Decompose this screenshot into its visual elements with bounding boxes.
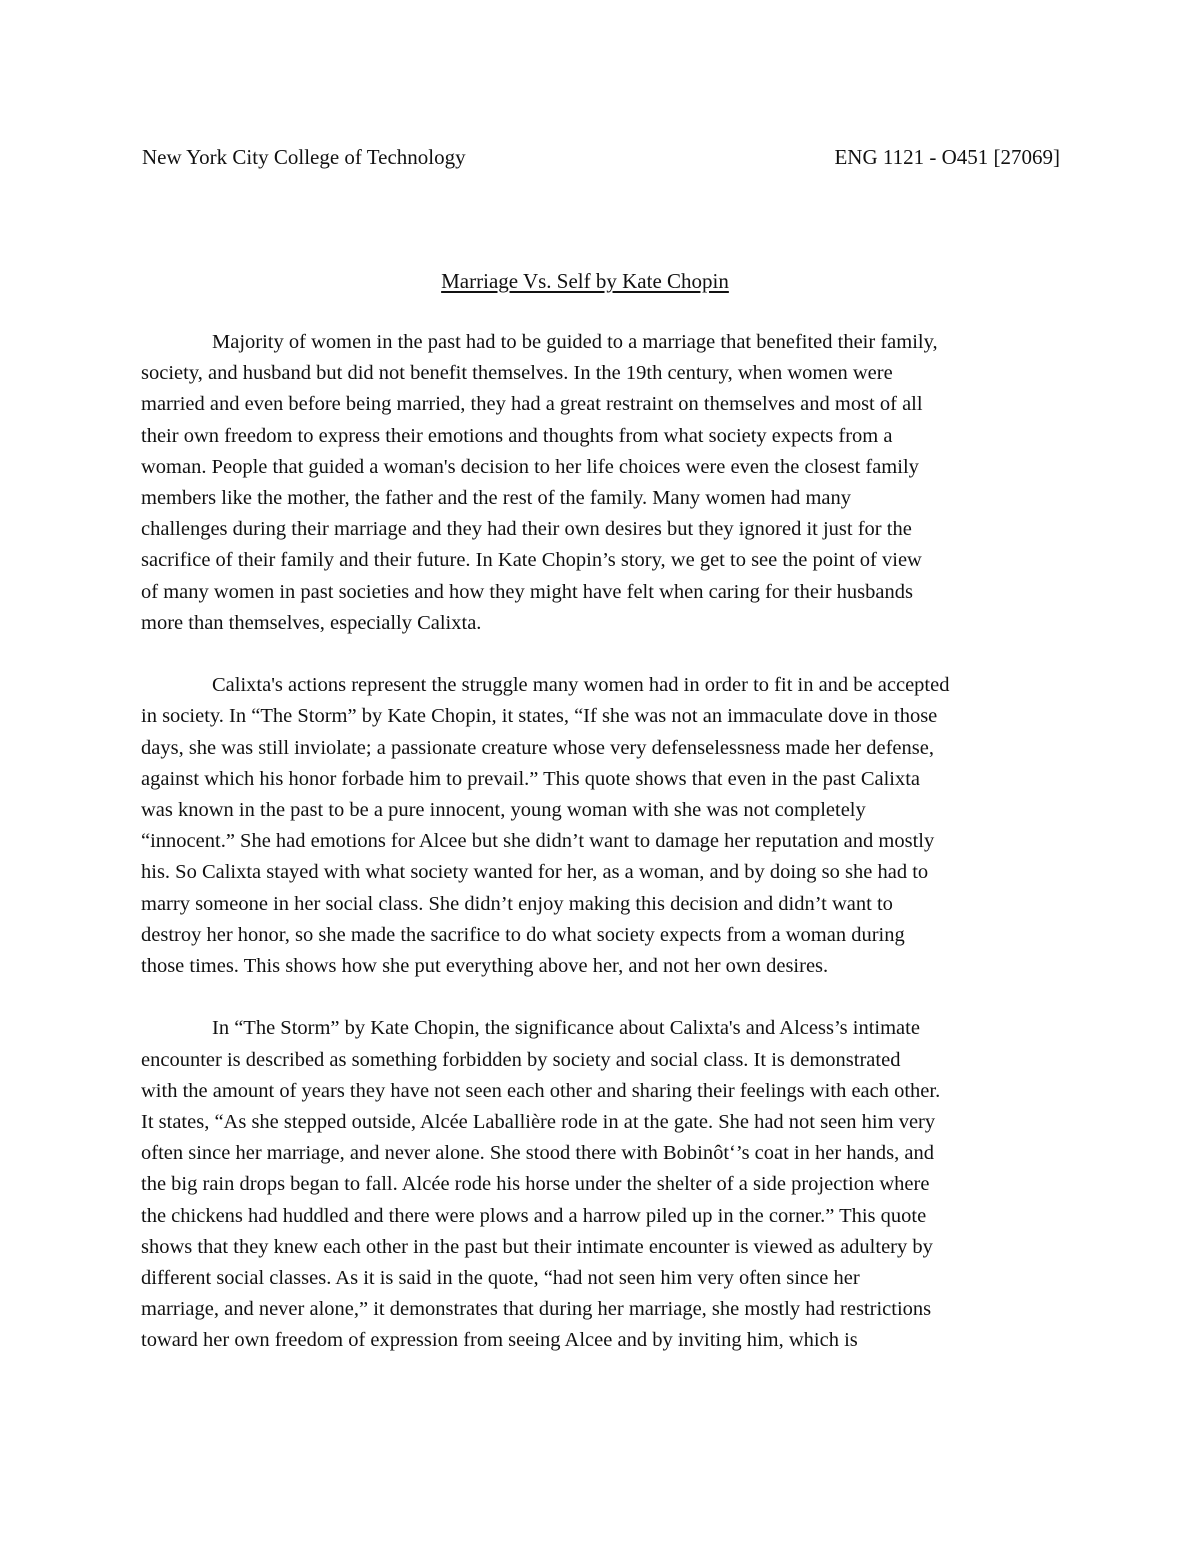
text-line: Calixta's actions represent the struggle many women had in order to fit in and be accepted	[212, 674, 950, 697]
text-line: challenges during their marriage and they had their own desires but they ignored it just for the	[141, 518, 912, 541]
paragraph-1	[141, 327, 1066, 639]
text-line: marriage, and never alone,” it demonstrates that during her marriage, she mostly had restrictions	[141, 1298, 932, 1321]
text-line: In “The Storm” by Kate Chopin, the significance about Calixta's and Alcess’s intimate	[212, 1017, 920, 1040]
paragraph-2	[141, 670, 1066, 982]
course-code: ENG 1121 - O451 [27069]	[834, 145, 1060, 169]
text-line: destroy her honor, so she made the sacrifice to do what society expects from a woman during	[141, 923, 905, 946]
text-line: their own freedom to express their emotions and thoughts from what society expects from a	[141, 424, 893, 447]
text-line: Majority of women in the past had to be guided to a marriage that benefited their family,	[212, 331, 938, 353]
institution-name: New York City College of Technology	[142, 145, 466, 169]
text-line: days, she was still inviolate; a passionate creature whose very defenselessness made her defense,	[141, 736, 934, 759]
text-line: toward her own freedom of expression from seeing Alcee and by inviting him, which is	[141, 1329, 858, 1352]
text-line: marry someone in her social class. She didn’t enjoy making this decision and didn’t want to	[141, 892, 893, 915]
text-line: shows that they knew each other in the past but their intimate encounter is viewed as adultery by	[141, 1235, 933, 1258]
text-line: of many women in past societies and how they might have felt when caring for their husbands	[141, 580, 913, 603]
text-line: encounter is described as something forbidden by society and social class. It is demonstrated	[141, 1048, 901, 1071]
essay-body	[141, 327, 1066, 1357]
text-line: woman. People that guided a woman's decision to her life choices were even the closest family	[141, 455, 919, 478]
text-line: “innocent.” She had emotions for Alcee but she didn’t want to damage her reputation and mostly	[141, 830, 935, 853]
text-line: the chickens had huddled and there were plows and a harrow piled up in the corner.” This quote	[141, 1204, 927, 1227]
text-line: with the amount of years they have not seen each other and sharing their feelings with each other.	[141, 1079, 941, 1102]
text-line: society, and husband but did not benefit themselves. In the 19th century, when women were	[141, 362, 893, 385]
text-line: his. So Calixta stayed with what society wanted for her, as a woman, and by doing so she had to	[141, 861, 929, 884]
text-line: was known in the past to be a pure innocent, young woman with she was not completely	[141, 799, 866, 822]
text-line: different social classes. As it is said in the quote, “had not seen him very often since her	[141, 1267, 860, 1290]
document-title: Marriage Vs. Self by Kate Chopin	[441, 269, 729, 293]
text-line: in society. In “The Storm” by Kate Chopin, it states, “If she was not an immaculate dove in those	[141, 705, 938, 728]
text-line: the big rain drops began to fall. Alcée rode his horse under the shelter of a side projection where	[141, 1173, 930, 1196]
text-line: more than themselves, especially Calixta.	[141, 611, 482, 634]
text-line: married and even before being married, they had a great restraint on themselves and most of all	[141, 393, 923, 416]
document-header	[142, 141, 1060, 173]
text-line: members like the mother, the father and the rest of the family. Many women had many	[141, 487, 852, 510]
paragraph-3	[141, 1013, 1066, 1356]
text-line: those times. This shows how she put everything above her, and not her own desires.	[141, 955, 829, 978]
text-line: sacrifice of their family and their future. In Kate Chopin’s story, we get to see the point of view	[141, 549, 922, 572]
text-line: It states, “As she stepped outside, Alcée Laballière rode in at the gate. She had not seen him very	[141, 1111, 936, 1134]
text-line: against which his honor forbade him to prevail.” This quote shows that even in the past Calixta	[141, 767, 921, 790]
text-line: often since her marriage, and never alone. She stood there with Bobinôt‘’s coat in her hands, and	[141, 1142, 934, 1165]
